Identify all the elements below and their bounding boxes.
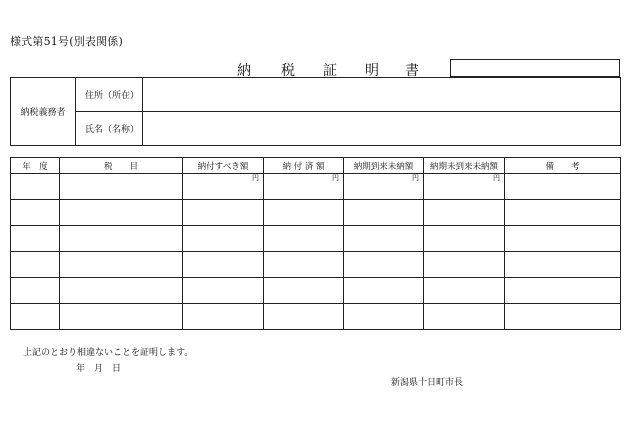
amount-paid-cell[interactable] <box>264 252 344 278</box>
year-cell[interactable] <box>11 252 60 278</box>
overdue-unpaid-cell[interactable]: 円 <box>344 174 424 200</box>
taxpayer-label: 納税義務者 <box>11 78 76 146</box>
amount-due-cell[interactable] <box>183 200 264 226</box>
not-yet-due-unpaid-cell[interactable]: 円 <box>424 174 505 200</box>
amount-paid-cell[interactable] <box>264 200 344 226</box>
title-char: 明 <box>365 63 379 79</box>
title-char: 税 <box>281 63 295 79</box>
amount-paid-cell[interactable] <box>264 278 344 304</box>
name-label: 氏名（名称） <box>76 112 143 146</box>
header-amount-due: 納付すべき額 <box>183 158 264 174</box>
name-field[interactable] <box>143 112 621 146</box>
remarks-cell[interactable] <box>505 174 621 200</box>
table-row <box>11 252 621 278</box>
table-row <box>11 304 621 330</box>
tax-item-cell[interactable] <box>60 252 183 278</box>
title-char: 納 <box>237 63 251 79</box>
remarks-cell[interactable] <box>505 252 621 278</box>
remarks-cell[interactable] <box>505 278 621 304</box>
year-cell[interactable] <box>11 200 60 226</box>
not-yet-due-unpaid-cell[interactable] <box>424 304 505 330</box>
overdue-unpaid-cell[interactable] <box>344 226 424 252</box>
amount-paid-cell[interactable]: 円 <box>264 174 344 200</box>
year-cell[interactable] <box>11 226 60 252</box>
title-char: 証 <box>323 63 337 79</box>
remarks-cell[interactable] <box>505 226 621 252</box>
title-char: 書 <box>405 63 419 79</box>
table-row <box>11 226 621 252</box>
remarks-cell[interactable] <box>505 304 621 330</box>
header-tax-item: 税 目 <box>60 158 183 174</box>
not-yet-due-unpaid-cell[interactable] <box>424 200 505 226</box>
tax-item-cell[interactable] <box>60 226 183 252</box>
header-not-yet-due-unpaid: 納期未到来未納額 <box>424 158 505 174</box>
certification-statement: 上記のとおり相違ないことを証明します。 <box>23 348 194 358</box>
amount-paid-cell[interactable] <box>264 226 344 252</box>
address-field[interactable] <box>143 78 621 112</box>
amount-due-cell[interactable] <box>183 304 264 330</box>
address-label: 住所（所在） <box>76 78 143 112</box>
header-overdue-unpaid: 納期到来未納額 <box>344 158 424 174</box>
overdue-unpaid-cell[interactable] <box>344 278 424 304</box>
table-row <box>11 174 621 200</box>
amount-due-cell[interactable]: 円 <box>183 174 264 200</box>
form-number: 様式第51号(別表関係) <box>10 35 123 48</box>
amount-paid-cell[interactable] <box>264 304 344 330</box>
amount-due-cell[interactable] <box>183 226 264 252</box>
amount-due-cell[interactable] <box>183 278 264 304</box>
header-year: 年 度 <box>11 158 60 174</box>
amount-due-cell[interactable] <box>183 252 264 278</box>
year-cell[interactable] <box>11 304 60 330</box>
tax-table <box>10 157 621 330</box>
table-row <box>11 278 621 304</box>
issue-date: 年 月 日 <box>76 364 122 374</box>
taxpayer-table <box>10 77 621 146</box>
overdue-unpaid-cell[interactable] <box>344 252 424 278</box>
overdue-unpaid-cell[interactable] <box>344 200 424 226</box>
year-cell[interactable] <box>11 174 60 200</box>
tax-item-cell[interactable] <box>60 304 183 330</box>
issuer: 新潟県十日町市長 <box>391 378 464 388</box>
not-yet-due-unpaid-cell[interactable] <box>424 226 505 252</box>
overdue-unpaid-cell[interactable] <box>344 304 424 330</box>
header-remarks: 備 考 <box>505 158 621 174</box>
tax-item-cell[interactable] <box>60 200 183 226</box>
certificate-number-box[interactable] <box>450 59 620 77</box>
header-amount-paid: 納 付 済 額 <box>264 158 344 174</box>
tax-item-cell[interactable] <box>60 174 183 200</box>
tax-table-header <box>11 158 621 174</box>
year-cell[interactable] <box>11 278 60 304</box>
tax-item-cell[interactable] <box>60 278 183 304</box>
not-yet-due-unpaid-cell[interactable] <box>424 278 505 304</box>
not-yet-due-unpaid-cell[interactable] <box>424 252 505 278</box>
table-row <box>11 200 621 226</box>
remarks-cell[interactable] <box>505 200 621 226</box>
